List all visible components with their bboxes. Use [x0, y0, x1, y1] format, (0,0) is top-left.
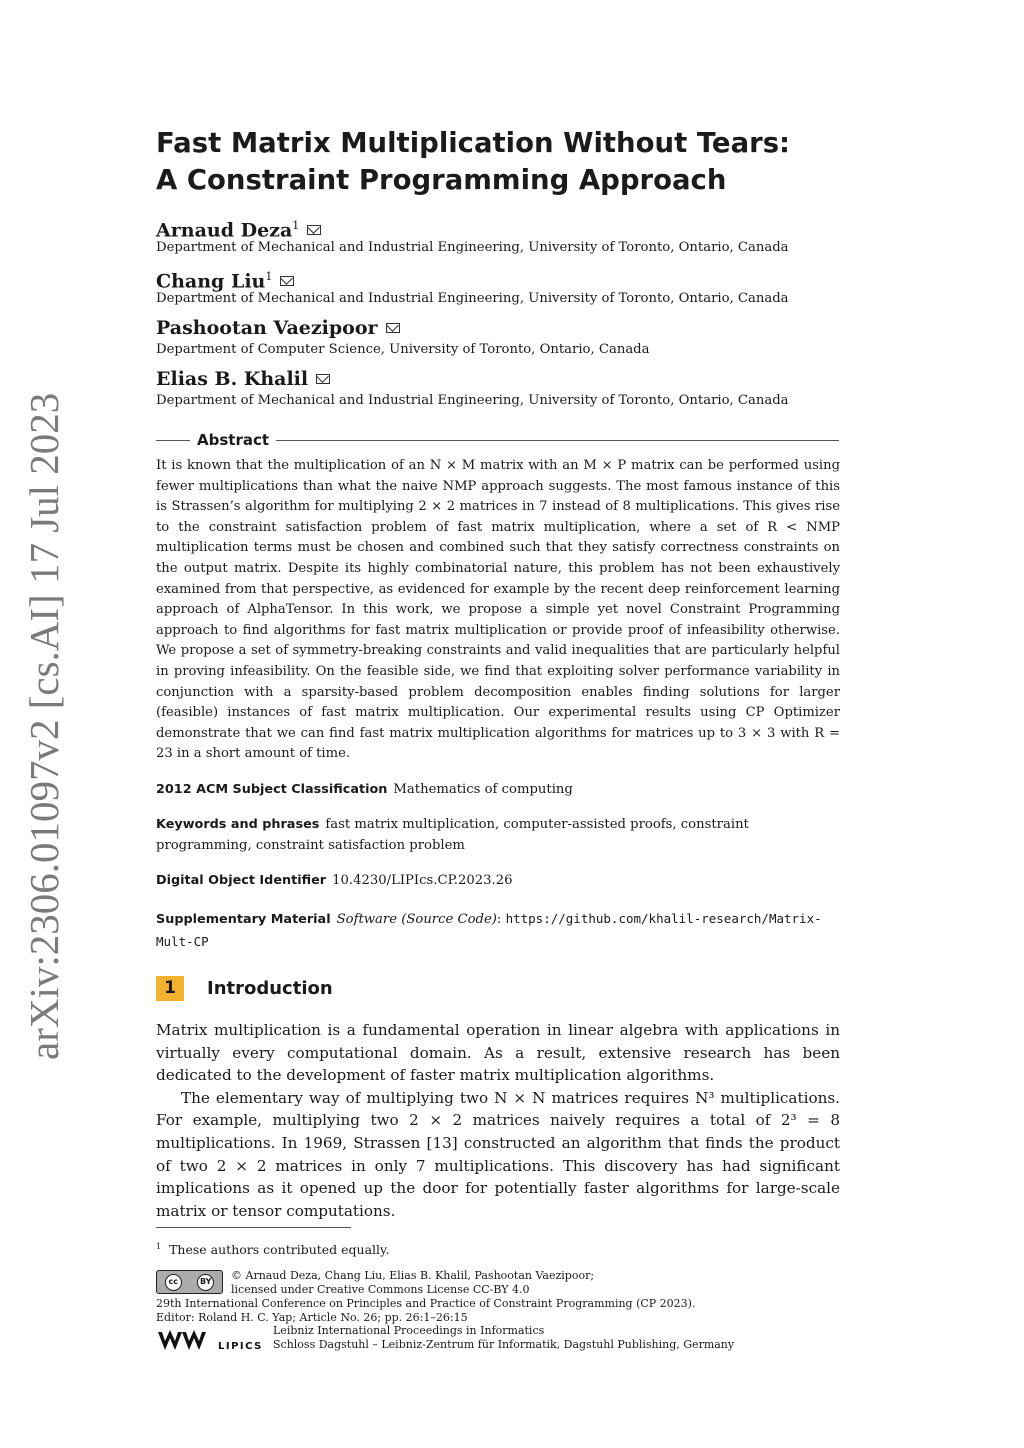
acm-label: 2012 ACM Subject Classification: [156, 782, 388, 797]
doi-label: Digital Object Identifier: [156, 873, 327, 888]
cc-icon: cc: [165, 1274, 182, 1291]
author-name: Pashootan Vaezipoor: [156, 316, 400, 340]
publisher-info: Leibniz International Proceedings in Informatics Schloss Dagstuhl – Leibniz-Zentrum für Informatik, Dagstuhl Publishing, Germany: [273, 1324, 735, 1351]
email-icon[interactable]: [386, 323, 400, 333]
cc-by-license-badge[interactable]: [156, 1270, 223, 1294]
paper-title: [156, 125, 840, 199]
section-number-badge: 1: [156, 976, 184, 1001]
footnote-rule: [156, 1227, 351, 1228]
paragraph: The elementary way of multiplying two N × N matrices requires N³ multiplications. For example, multiplying two 2 × 2 matrices naively requires a total of 2³ = 8 multiplications. In 1969, Strassen [13] constructed an algorithm that finds the product of two 2 × 2 matrices in only 7 multiplications. This discovery has had significant implications as it opened up the door for potentially faster algorithms for large-scale matrix or tensor computations.: [156, 1088, 840, 1220]
author-affiliation: Department of Computer Science, University of Toronto, Ontario, Canada: [156, 342, 650, 357]
doi-value[interactable]: 10.4230/LIPIcs.CP.2023.26: [332, 873, 513, 888]
footnote: $^1$ These authors contributed equally.: [156, 1242, 390, 1258]
supp-url-link[interactable]: https://github.com/khalil-research/Matrix-Mult-CP: [156, 911, 822, 949]
acm-value: Mathematics of computing: [393, 782, 573, 797]
keywords: [156, 815, 840, 856]
conference-info: 29th International Conference on Principles and Practice of Constraint Programming (CP 2023). Editor: Roland H. C. Yap; Article No. 26; pp. 26:1–26:15: [156, 1297, 696, 1324]
supp-kind: Software (Source Code): [336, 912, 497, 927]
author-affiliation: Department of Mechanical and Industrial Engineering, University of Toronto, Ontario, Canada: [156, 240, 789, 255]
paragraph: Matrix multiplication is a fundamental operation in linear algebra with applications in virtually every computational domain. As a result, extensive research has been dedicated to the development of faster matrix multiplication algorithms.: [156, 1021, 840, 1085]
author-name: Chang Liu$^1$: [156, 265, 294, 293]
author-affiliation: Department of Mechanical and Industrial Engineering, University of Toronto, Ontario, Canada: [156, 291, 789, 306]
intro-body: [156, 1019, 840, 1222]
keywords-label: Keywords and phrases: [156, 817, 320, 832]
title-line-2: A Constraint Programming Approach: [156, 164, 727, 196]
title-line-1: Fast Matrix Multiplication Without Tears:: [156, 127, 791, 159]
author-name: Arnaud Deza$^1$: [156, 214, 321, 242]
lipics-logo-icon: [156, 1328, 266, 1354]
email-icon[interactable]: [307, 225, 321, 235]
license-text: © Arnaud Deza, Chang Liu, Elias B. Khalil, Pashootan Vaezipoor; licensed under Creative Commons License CC-BY 4.0: [231, 1269, 595, 1296]
by-icon: BY: [197, 1274, 214, 1291]
doi: [156, 871, 840, 892]
abstract-rule-left: [156, 440, 190, 441]
abstract-rule-right: [276, 440, 839, 441]
arxiv-sidebar-stamp: arXiv:2306.01097v2 [cs.AI] 17 Jul 2023: [21, 392, 67, 1060]
abstract-text: It is known that the multiplication of an N × M matrix with an M × P matrix can be performed using fewer multiplications than what the naive NMP approach suggests. The most famous instance of this is Strassen’s algorithm for multiplying 2 × 2 matrices in 7 instead of 8 multiplications. This gives rise to the constraint satisfaction problem of fast matrix multiplication, where a set of R < NMP multiplication terms must be chosen and combined such that they satisfy correctness constraints on the output matrix. Despite its highly combinatorial nature, this problem has not been exhaustively examined from that perspective, as evidenced for example by the recent deep reinforcement learning approach of AlphaTensor. In this work, we propose a simple yet novel Constraint Programming approach to find algorithms for fast matrix multiplication or provide proof of infeasibility otherwise. We propose a set of symmetry-breaking constraints and valid inequalities that are particularly helpful in proving infeasibility. On the feasible side, we find that exploiting solver performance variability in conjunction with a sparsity-based problem decomposition enables finding solutions for larger (feasible) instances of fast matrix multiplication. Our experimental results using CP Optimizer demonstrate that we can find fast matrix multiplication algorithms for matrices up to 3 × 3 with R = 23 in a short amount of time.: [156, 458, 840, 762]
abstract-heading: Abstract: [197, 431, 270, 449]
supplementary-material: Supplementary Material Software (Source Code): https://github.com/khalil-research/Matrix-Mult-CP: [156, 911, 822, 949]
keywords-value: fast matrix multiplication, computer-assisted proofs, constraint programming, constraint satisfaction problem: [156, 817, 749, 853]
acm-classification: [156, 780, 840, 801]
email-icon[interactable]: [280, 276, 294, 286]
email-icon[interactable]: [316, 374, 330, 384]
author-affiliation: Department of Mechanical and Industrial Engineering, University of Toronto, Ontario, Canada: [156, 393, 789, 408]
supp-label: Supplementary Material: [156, 912, 331, 927]
lipics-logo-text: LIPICS: [218, 1341, 263, 1352]
section-title: Introduction: [207, 978, 333, 999]
author-name: Elias B. Khalil: [156, 367, 330, 391]
